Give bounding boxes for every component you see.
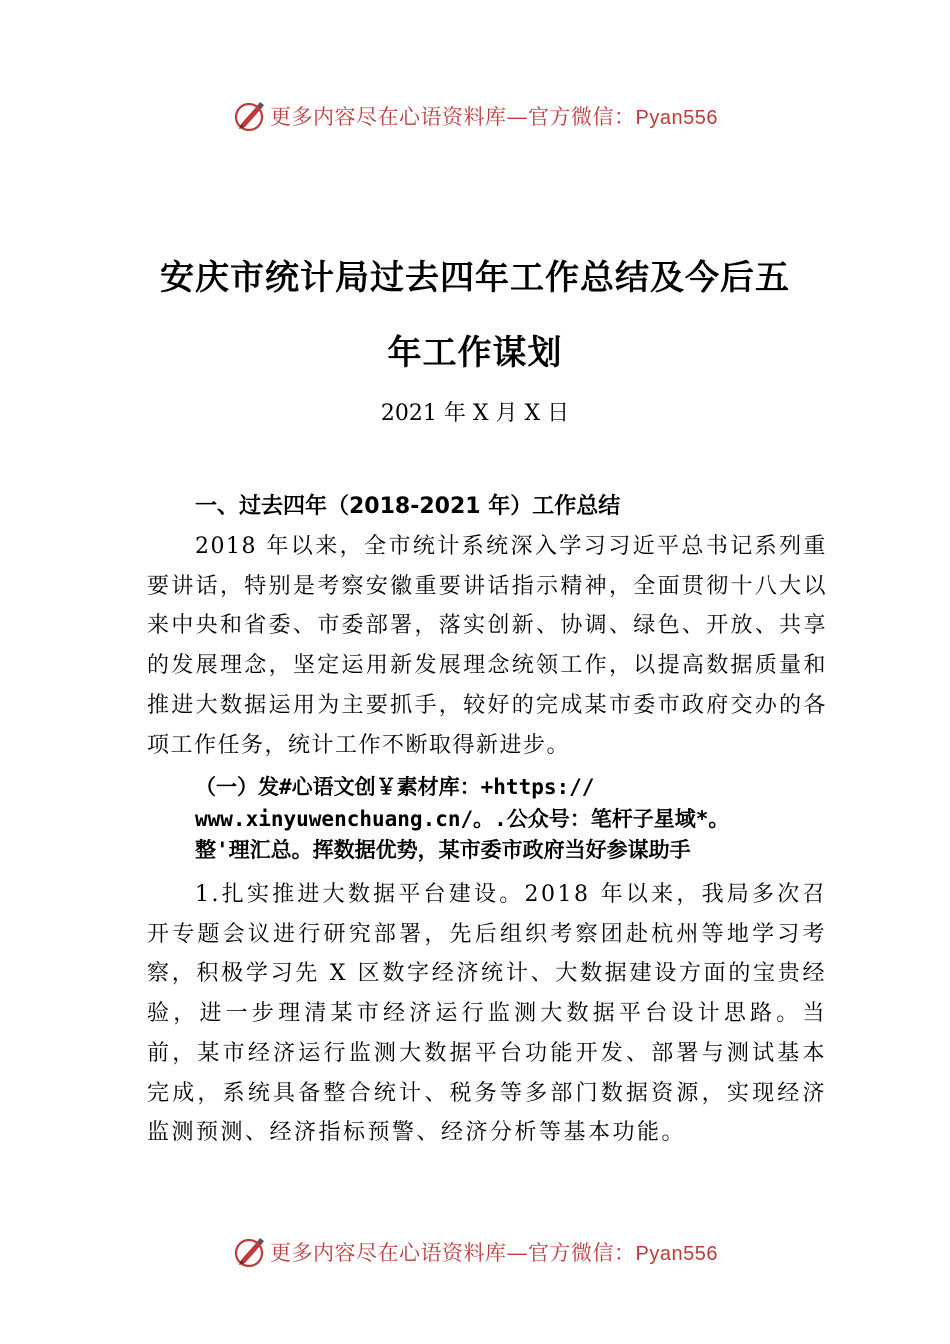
brush-pen-logo-icon: [232, 98, 268, 134]
document-date: 2021 年 X 月 X 日: [380, 401, 570, 426]
section-heading: 一、过去四年（2018-2021 年）工作总结: [195, 494, 621, 519]
footer-watermark-banner: [0, 1232, 950, 1272]
watermark-text: 更多内容尽在心语资料库—官方微信：: [270, 105, 636, 129]
item-paragraph: 1.扎实推进大数据平台建设。2018 年以来，我局多次召开专题会议进行研究部署，先后组织考察团赴杭州等地学习考察，积极学习先 X 区数字经济统计、大数据建设方面的宝贵经验，进一步理清某市经济运行监测大数据平台设计思路。当前，某市经济运行监测大数据平台功能开发、部署与测试基本完成，系统具备整合统计、税务等多部门数据资源，实现经济监测预测、经济指标预警、经济分析等基本功能。: [147, 882, 827, 1146]
section-paragraph: 2018 年以来，全市统计系统深入学习习近平总书记系列重要讲话，特别是考察安徽重要讲话指示精神，全面贯彻十八大以来中央和省委、市委部署，落实创新、协调、绿色、开放、共享的发展理念，坚定运用新发展理念统领工作，以提高数据质量和推进大数据运用为主要抓手，较好的完成某市委市政府交办的各项工作任务，统计工作不断取得新进步。: [147, 534, 827, 758]
subheading-line3: 整'理汇总。挥数据优势，某市委市政府当好参谋助手: [195, 838, 691, 862]
subheading-line1: （一）发#心语文创￥素材库：+https://: [195, 775, 595, 799]
header-watermark-banner: [0, 96, 950, 136]
watermark-account: Pyan556: [635, 1243, 718, 1265]
brush-pen-logo-icon: [232, 1234, 268, 1270]
document-title-line1: 安庆市统计局过去四年工作总结及今后五: [160, 258, 790, 298]
watermark-text: 更多内容尽在心语资料库—官方微信：: [270, 1241, 636, 1265]
document-title-line2: 年工作谋划: [387, 333, 563, 373]
watermark-account: Pyan556: [635, 107, 718, 129]
subheading-line2: www.xinyuwenchuang.cn/。.公众号：笔杆子星域*。: [195, 807, 730, 831]
